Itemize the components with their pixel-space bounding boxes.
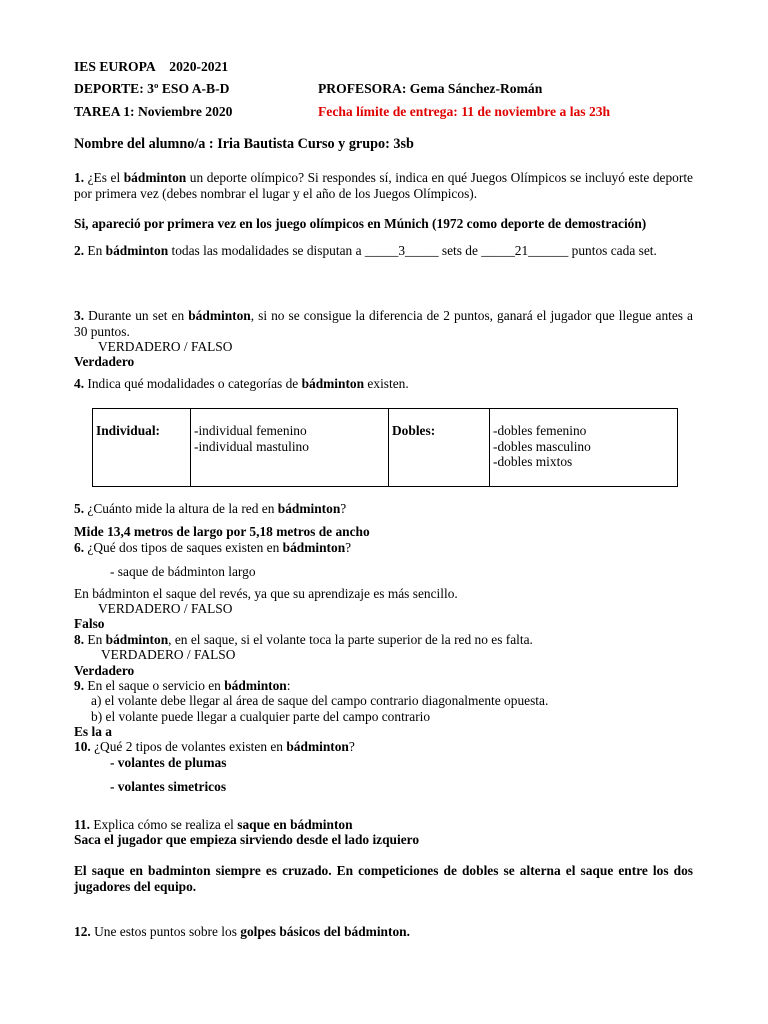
question-2: 2. En bádminton todas las modalidades se disputan a _____3_____ sets de _____21______ puntos cada set.: [74, 243, 657, 258]
true-false-options: VERDADERO / FALSO: [98, 601, 233, 616]
list-item: -individual mastulino: [194, 438, 309, 454]
answer-5: Mide 13,4 metros de largo por 5,18 metros de ancho: [74, 524, 370, 539]
list-item: -individual femenino: [194, 423, 307, 438]
question-number: 3.: [74, 308, 85, 323]
question-number: 6.: [74, 540, 85, 555]
individual-items-cell: [191, 409, 389, 487]
school-name: IES EUROPA: [74, 59, 156, 74]
question-4: 4. Indica qué modalidades o categorías de bádminton existen.: [74, 376, 409, 391]
question-7: En bádminton el saque del revés, ya que su aprendizaje es más sencillo.: [74, 586, 458, 601]
answer-7: Falso: [74, 616, 105, 631]
question-8: 8. En bádminton, en el saque, si el volante toca la parte superior de la red no es falta.: [74, 632, 533, 647]
question-1: 1. ¿Es el bádminton un deporte olímpico? Si respondes sí, indica en qué Juegos Olímpicos se incluyó este deporte por primera vez (debes nombrar el lugar y el año de los Juegos Olímpicos).: [74, 170, 693, 201]
question-number: 10.: [74, 739, 91, 754]
doubles-items-cell: [490, 409, 678, 487]
question-number: 1.: [74, 170, 85, 185]
question-number: 2.: [74, 243, 85, 258]
option-a: a) el volante debe llegar al área de saque del campo contrario diagonalmente opuesta.: [91, 693, 549, 708]
answer-8: Verdadero: [74, 663, 135, 678]
question-number: 8.: [74, 632, 85, 647]
deadline-line: Fecha límite de entrega: 11 de noviembre a las 23h: [318, 104, 611, 119]
teacher-line: PROFESORA: Gema Sánchez-Román: [318, 81, 543, 96]
question-number: 9.: [74, 678, 85, 693]
answer-11-line-2: El saque en badminton siempre es cruzado. En competiciones de dobles se alterna el saque entre los dos jugadores del equipo.: [74, 863, 693, 894]
question-12: 12. Une estos puntos sobre los golpes básicos del bádminton.: [74, 924, 410, 939]
question-number: 5.: [74, 501, 85, 516]
question-11: 11. Explica cómo se realiza el saque en bádminton: [74, 817, 353, 832]
sport-line: DEPORTE: 3º ESO A-B-D: [74, 81, 230, 96]
true-false-options: VERDADERO / FALSO: [101, 647, 236, 662]
categories-table: [92, 408, 678, 487]
answer-11-line-1: Saca el jugador que empieza sirviendo desde el lado izquiero: [74, 832, 420, 847]
student-name-line: Nombre del alumno/a : Iria Bautista Curso y grupo: 3sb: [74, 136, 414, 152]
doubles-label-cell: Dobles:: [389, 409, 490, 487]
question-number: 12.: [74, 924, 91, 939]
question-10: 10. ¿Qué 2 tipos de volantes existen en bádminton?: [74, 739, 355, 754]
answer-1: Si, apareció por primera vez en los juego olímpicos en Múnich (1972 como deporte de demostración): [74, 216, 647, 231]
table-row: [93, 409, 678, 487]
list-item: -dobles mixtos: [493, 454, 573, 469]
option-b: b) el volante puede llegar a cualquier parte del campo contrario: [91, 709, 431, 724]
question-6: 6. ¿Qué dos tipos de saques existen en bádminton?: [74, 540, 352, 555]
question-9: 9. En el saque o servicio en bádminton:: [74, 678, 291, 693]
individual-label-cell: Individual:: [93, 409, 191, 487]
list-item: -dobles masculino: [493, 438, 591, 454]
answer-10-item: - volantes de plumas: [110, 755, 227, 770]
answer-9: Es la a: [74, 724, 112, 739]
list-item: -dobles femenino: [493, 423, 587, 438]
question-3: 3. Durante un set en bádminton, si no se consigue la diferencia de 2 puntos, ganará el jugador que llegue antes a 30 puntos.: [74, 308, 693, 339]
task-line: TAREA 1: Noviembre 2020: [74, 104, 233, 119]
question-number: 11.: [74, 817, 90, 832]
true-false-options: VERDADERO / FALSO: [98, 339, 233, 354]
question-5: 5. ¿Cuánto mide la altura de la red en bádminton?: [74, 501, 347, 516]
school-year: 2020-2021: [169, 59, 229, 74]
question-number: 4.: [74, 376, 85, 391]
answer-10-item: - volantes simetricos: [110, 779, 227, 794]
header-school-line: [74, 59, 228, 75]
answer-3: Verdadero: [74, 354, 135, 369]
answer-6: - saque de bádminton largo: [110, 564, 256, 579]
